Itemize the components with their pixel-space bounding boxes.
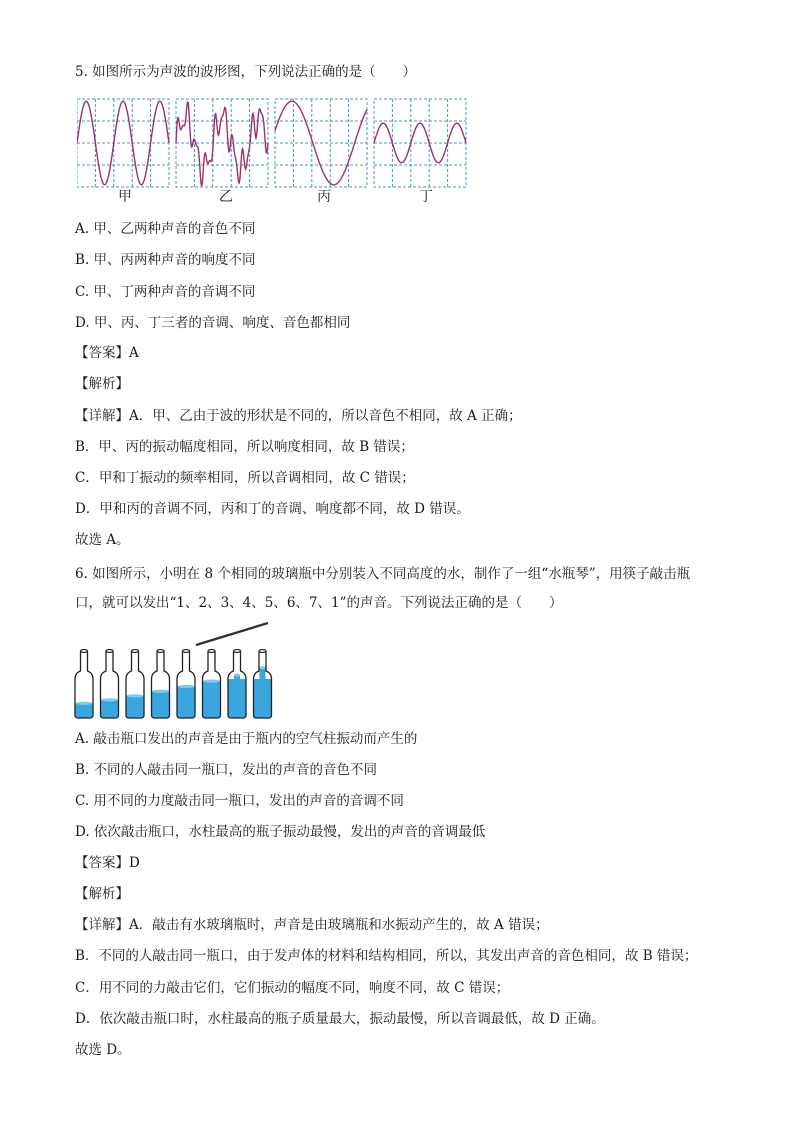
waveform-panel-jia <box>77 99 169 187</box>
bottle-1 <box>75 650 93 718</box>
q5-conclusion: 故选 A。 <box>75 532 130 548</box>
bottle-water-6 <box>203 681 220 717</box>
bottle-8 <box>254 650 272 718</box>
q5-option-a: A. 甲、乙两种声音的音色不同 <box>75 221 256 237</box>
q6-option-c: C. 用不同的力度敲击同一瓶口，发出的声音的音调不同 <box>75 793 404 809</box>
q6-detail-a: 【详解】A．敲击有水玻璃瓶时，声音是由玻璃瓶和水振动产生的，故 A 错误； <box>75 917 549 933</box>
wave-label-jia: 甲 <box>118 189 132 205</box>
q5-detail-b: B．甲、丙的振动幅度相同，所以响度相同，故 B 错误； <box>75 439 414 455</box>
chopstick <box>196 623 268 645</box>
bottle-2 <box>101 650 119 718</box>
q6-detail-d: D．依次敲击瓶口时，水柱最高的瓶子质量最大，振动最慢，所以音调最低，故 D 正确。 <box>75 1011 605 1027</box>
bottle-water-8 <box>254 679 271 718</box>
q5-detail-d: D．甲和丙的音调不同，丙和丁的音调、响度都不同，故 D 错误。 <box>75 501 470 517</box>
q6-title-line1: 6. 如图所示，小明在 8 个相同的玻璃瓶中分别装入不同高度的水，制作了一组“水瓶琴”，用筷子敲击瓶 <box>75 566 691 582</box>
bottle-water-7 <box>229 679 246 718</box>
waveform-curve-yi <box>176 102 268 185</box>
q5-option-b: B. 甲、丙两种声音的响度不同 <box>75 252 256 268</box>
bottle-6 <box>203 650 221 718</box>
q6-conclusion: 故选 D。 <box>75 1042 131 1058</box>
q5-analysis-label: 【解析】 <box>75 376 129 392</box>
bottle-4 <box>152 650 170 718</box>
bottle-7 <box>228 650 246 718</box>
waveform-panel-yi <box>176 99 268 187</box>
q6-detail-b: B．不同的人敲击同一瓶口，由于发声体的材料和结构相同，所以，其发出声音的音色相同，故 B 错误； <box>75 948 698 964</box>
bottle-water-1 <box>76 703 93 717</box>
q6-option-d: D. 依次敲击瓶口，水柱最高的瓶子振动最慢，发出的声音的音调最低 <box>75 824 486 840</box>
q5-option-c: C. 甲、丁两种声音的音调不同 <box>75 284 256 300</box>
waveform-panel-ding <box>374 99 466 187</box>
q6-analysis-label: 【解析】 <box>75 886 129 902</box>
bottle-water-2 <box>101 700 118 718</box>
q5-option-d: D. 甲、丙、丁三者的音调、响度、音色都相同 <box>75 315 351 331</box>
wave-label-ding: 丁 <box>419 189 433 205</box>
bottle-3 <box>126 650 144 718</box>
waveform-panel-bing <box>275 99 367 187</box>
q6-answer: 【答案】D <box>75 855 140 871</box>
q5-detail-c: C．甲和丁振动的频率相同，所以音调相同，故 C 错误； <box>75 470 415 486</box>
q5-detail-a: 【详解】A．甲、乙由于波的形状是不同的，所以音色不相同，故 A 正确； <box>75 408 522 424</box>
q6-option-b: B. 不同的人敲击同一瓶口，发出的声音的音色不同 <box>75 762 378 778</box>
q6-bottle-figure <box>70 615 280 721</box>
q6-title-line2: 口，就可以发出“1、2、3、4、5、6、7、1”的声音。下列说法正确的是（ ） <box>75 595 563 611</box>
q6-option-a: A. 敲击瓶口发出的声音是由于瓶内的空气柱振动而产生的 <box>75 731 418 747</box>
bottle-water-4 <box>152 691 169 717</box>
wave-label-bing: 丙 <box>317 189 331 205</box>
q5-answer: 【答案】A <box>75 345 139 361</box>
q5-waveform-figure <box>77 97 472 189</box>
bottle-water-5 <box>178 687 195 718</box>
wave-label-yi: 乙 <box>219 189 233 205</box>
bottle-5 <box>177 650 195 718</box>
q5-title: 5. 如图所示为声波的波形图，下列说法正确的是（ ） <box>75 64 417 80</box>
q6-detail-c: C．用不同的力敲击它们，它们振动的幅度不同，响度不同，故 C 错误； <box>75 980 510 996</box>
bottle-water-3 <box>127 696 144 718</box>
